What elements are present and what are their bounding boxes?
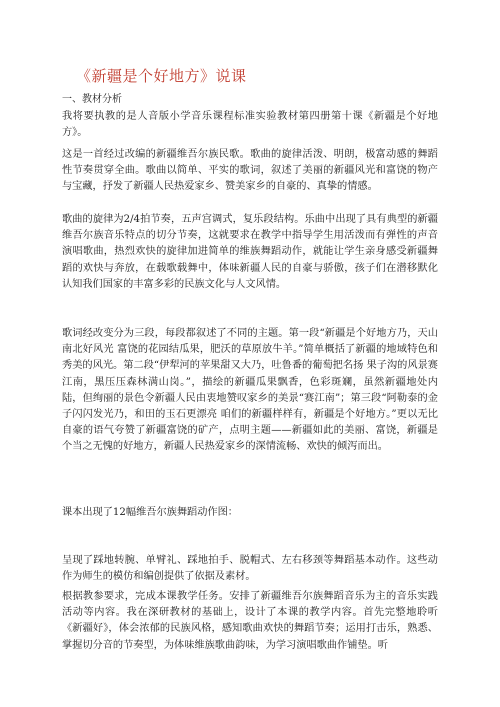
- paragraph-melody: 歌曲的旋律为2/4拍节奏，五声宫调式，复乐段结构。乐曲中出现了具有典型的新疆维吾尔族音乐特点的切分节奏，这就要求在教学中指导学生用活泼而有弹性的声音演唱歌曲，热烈欢快的旋律加进简单的维族舞蹈动作，就能让学生亲身感受新疆舞蹈的欢快与奔放，在载歌载舞中，体味新疆人民的自豪与骄傲，孩子们在潜移默化认知我们国家的丰富多彩的民族文化与人文风情。: [62, 214, 438, 290]
- paragraph-dance-moves: 呈现了踩地转腕、单臂礼、踩地拍手、脱帽式、左右移颈等舞蹈基本动作。这些动作为师生的模仿和编创提供了依据及素材。: [62, 555, 438, 583]
- paragraph-dance-figures: 课本出现了12幅维吾尔族舞蹈动作图：: [62, 507, 238, 518]
- paragraph-intro: 我将要执教的是人音版小学音乐课程标准实验教材第四册第十课《新疆是个好地方》。: [62, 111, 438, 139]
- paragraph-teaching-plan: 根据教参要求，完成本课教学任务。安排了新疆维吾尔族舞蹈音乐为主的音乐实践活动等内容。我在深研教材的基础上，设计了本课的教学内容。首先完整地聆听《新疆好》，体会浓郁的民族风格，感知歌曲欢快的舞蹈节奏；运用打击乐，熟悉、掌握切分音的节奏型，为体味维族歌曲韵味，为学习演唱歌曲作铺垫。听: [62, 591, 438, 651]
- section-heading: 一、教材分析: [62, 94, 122, 105]
- paragraph-lyrics: 歌词经改变分为三段，每段都叙述了不同的主题。第一段“新疆是个好地方乃，天山南北好风光 富饶的花园结瓜果，肥沃的草原放牛羊。”简单概括了新疆的地域特色和秀美的风光。第二段“伊犁河的苹果甜又大乃，吐鲁番的葡萄把名扬 果子沟的风景赛江南，黑压压森林满山岗。”，描绘的新疆瓜果飘香，色彩斑斓，虽然新疆地处内陆，但绚丽的景色令新疆人民由衷地赞叹家乡的美景“赛江南”；第三段“阿勒泰的金子闪闪发光乃，和田的玉石更漂亮 咱们的新疆样样有，新疆是个好地方。”更以无比自豪的语气夸赞了新疆富饶的矿产，点明主题——新疆如此的美丽、富饶，新疆是个当之无愧的好地方，新疆人民热爱家乡的深情流畅、欢快的倾泻而出。: [62, 328, 438, 453]
- paragraph-song-description: 这是一首经过改编的新疆维吾尔族民歌。歌曲的旋律活泼、明朗，极富动感的舞蹈性节奏贯穿全曲。歌曲以简单、平实的歌词，叙述了美丽的新疆风光和富饶的物产与宝藏，抒发了新疆人民热爱家乡、赞美家乡的自豪的、真挚的情感。: [62, 149, 438, 193]
- page-title: 《新疆是个好地方》说课: [76, 67, 247, 85]
